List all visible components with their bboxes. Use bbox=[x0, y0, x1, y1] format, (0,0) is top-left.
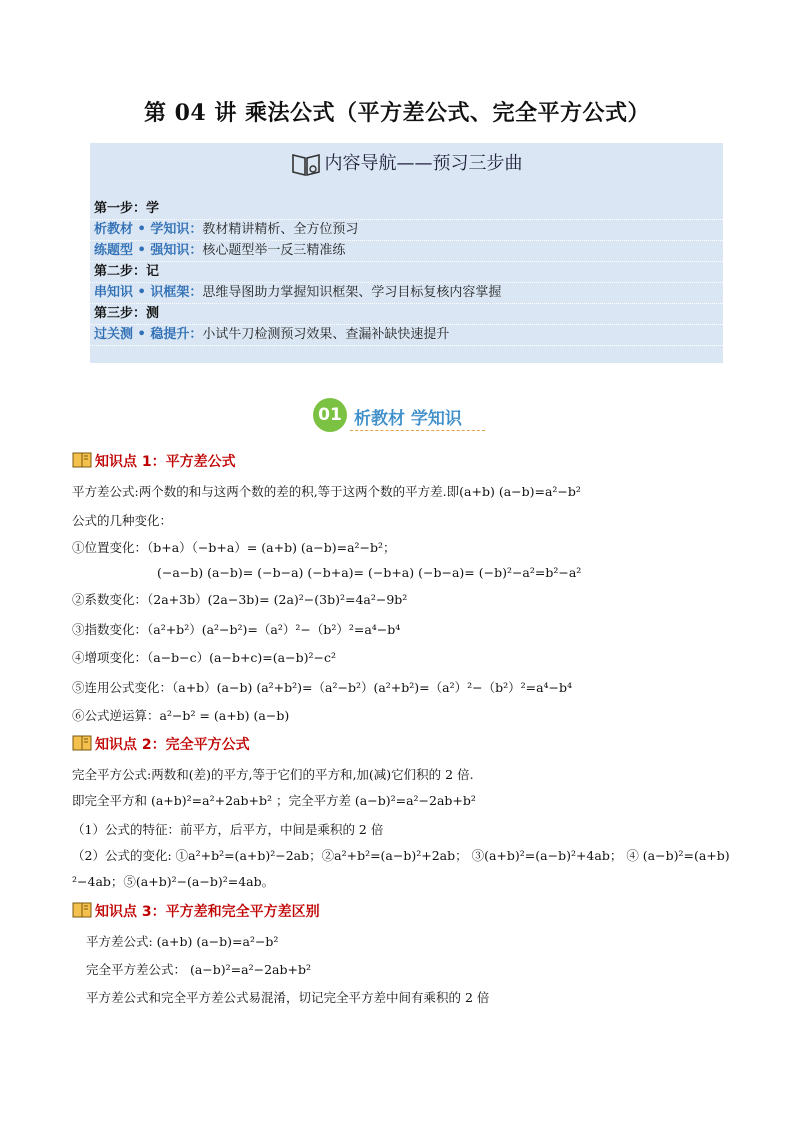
open-book-icon bbox=[291, 151, 321, 177]
knowledge-point-1-heading bbox=[72, 451, 236, 473]
kp1-line: 平方差公式:两个数的和与这两个数的差的积,等于这两个数的平方差.即(a+b) (a−b)=a²−b² bbox=[72, 484, 581, 499]
guide-row-key: 第一步：学 bbox=[94, 201, 160, 216]
kp2-line: （2）公式的变化: ①a²+b²=(a+b)²−2ab；②a²+b²=(a−b)²+2ab； ③(a+b)²=(a−b)²+4ab； ④ (a−b)²=(a+b) bbox=[72, 848, 730, 863]
section-header bbox=[0, 398, 794, 434]
kp1-heading-text: 知识点 1：平方差公式 bbox=[95, 454, 236, 470]
guide-row bbox=[90, 325, 723, 346]
kp3-line: 平方差公式和完全平方差公式易混淆，切记完全平方差中间有乘积的 2 倍 bbox=[86, 990, 490, 1005]
guide-row bbox=[90, 304, 723, 325]
guide-row-key: 第三步：测 bbox=[94, 306, 160, 321]
guide-row-key: 过关测 • 稳提升： bbox=[94, 327, 203, 342]
kp1-line: ⑥公式逆运算：a²−b² = (a+b) (a−b) bbox=[72, 708, 290, 723]
kp1-line: 公式的几种变化： bbox=[72, 513, 173, 528]
notebook-icon bbox=[72, 902, 92, 918]
guide-row-key: 练题型 • 强知识： bbox=[94, 243, 203, 258]
kp1-line: ④增项变化：（a−b−c）(a−b+c)=(a−b)²−c² bbox=[72, 650, 336, 665]
kp1-line: ③指数变化：（a²+b²）(a²−b²)=（a²）²−（b²）²=a⁴−b⁴ bbox=[72, 622, 401, 637]
section-number-badge: 01 bbox=[313, 398, 347, 432]
section-label: 析教材 学知识 bbox=[354, 409, 462, 429]
kp2-line: 即完全平方和 (a+b)²=a²+2ab+b² ；完全平方差 (a−b)²=a²−2ab+b² bbox=[72, 793, 476, 808]
kp3-line: 平方差公式: (a+b) (a−b)=a²−b² bbox=[86, 934, 279, 949]
kp1-line: (−a−b) (a−b)= (−b−a) (−b+a)= (−b+a) (−b−a)= (−b)²−a²=b²−a² bbox=[157, 565, 582, 580]
kp3-heading-text: 知识点 3：平方差和完全平方差区别 bbox=[95, 904, 320, 920]
kp2-heading-text: 知识点 2：完全平方公式 bbox=[95, 737, 250, 753]
kp1-line: ①位置变化：（b+a）（−b+a）= (a+b) (a−b)=a²−b²； bbox=[72, 540, 396, 555]
guide-row-key: 串知识 • 识框架： bbox=[94, 285, 203, 300]
guide-row-value: 核心题型举一反三精准练 bbox=[202, 243, 346, 258]
guide-row-value: 教材精讲精析、全方位预习 bbox=[202, 222, 359, 237]
notebook-icon bbox=[72, 735, 92, 751]
knowledge-point-3-heading bbox=[72, 901, 320, 923]
guide-row-key: 第二步：记 bbox=[94, 264, 160, 279]
kp3-line: 完全平方差公式： (a−b)²=a²−2ab+b² bbox=[86, 962, 311, 977]
guide-row bbox=[90, 199, 723, 220]
guide-row-value: 小试牛刀检测预习效果、查漏补缺快速提升 bbox=[202, 327, 450, 342]
kp2-line: 完全平方公式:两数和(差)的平方,等于它们的平方和,加(减)它们积的 2 倍. bbox=[72, 767, 474, 782]
notebook-icon bbox=[72, 452, 92, 468]
guide-heading bbox=[90, 149, 723, 177]
kp1-line: ⑤连用公式变化：（a+b）(a−b) (a²+b²)=（a²−b²）(a²+b²)=（a²）²−（b²）²=a⁴−b⁴ bbox=[72, 680, 573, 695]
guide-row bbox=[90, 220, 723, 241]
guide-row-value: 思维导图助力掌握知识框架、学习目标复核内容掌握 bbox=[202, 285, 502, 300]
kp1-line: ②系数变化：（2a+3b）(2a−3b)= (2a)²−(3b)²=4a²−9b² bbox=[72, 592, 408, 607]
guide-heading-text: 内容导航——预习三步曲 bbox=[324, 153, 523, 174]
guide-row bbox=[90, 241, 723, 262]
kp2-line: （1）公式的特征：前平方，后平方，中间是乘积的 2 倍 bbox=[72, 822, 384, 837]
page-title: 第 04 讲 乘法公式（平方差公式、完全平方公式） bbox=[143, 100, 651, 126]
kp2-line: ²−4ab；⑤(a+b)²−(a−b)²=4ab。 bbox=[72, 874, 275, 889]
guide-row-key: 析教材 • 学知识： bbox=[94, 222, 203, 237]
knowledge-point-2-heading bbox=[72, 734, 250, 756]
section-underline bbox=[350, 430, 485, 431]
guide-row bbox=[90, 283, 723, 304]
content-guide-box bbox=[90, 143, 723, 363]
guide-row bbox=[90, 262, 723, 283]
